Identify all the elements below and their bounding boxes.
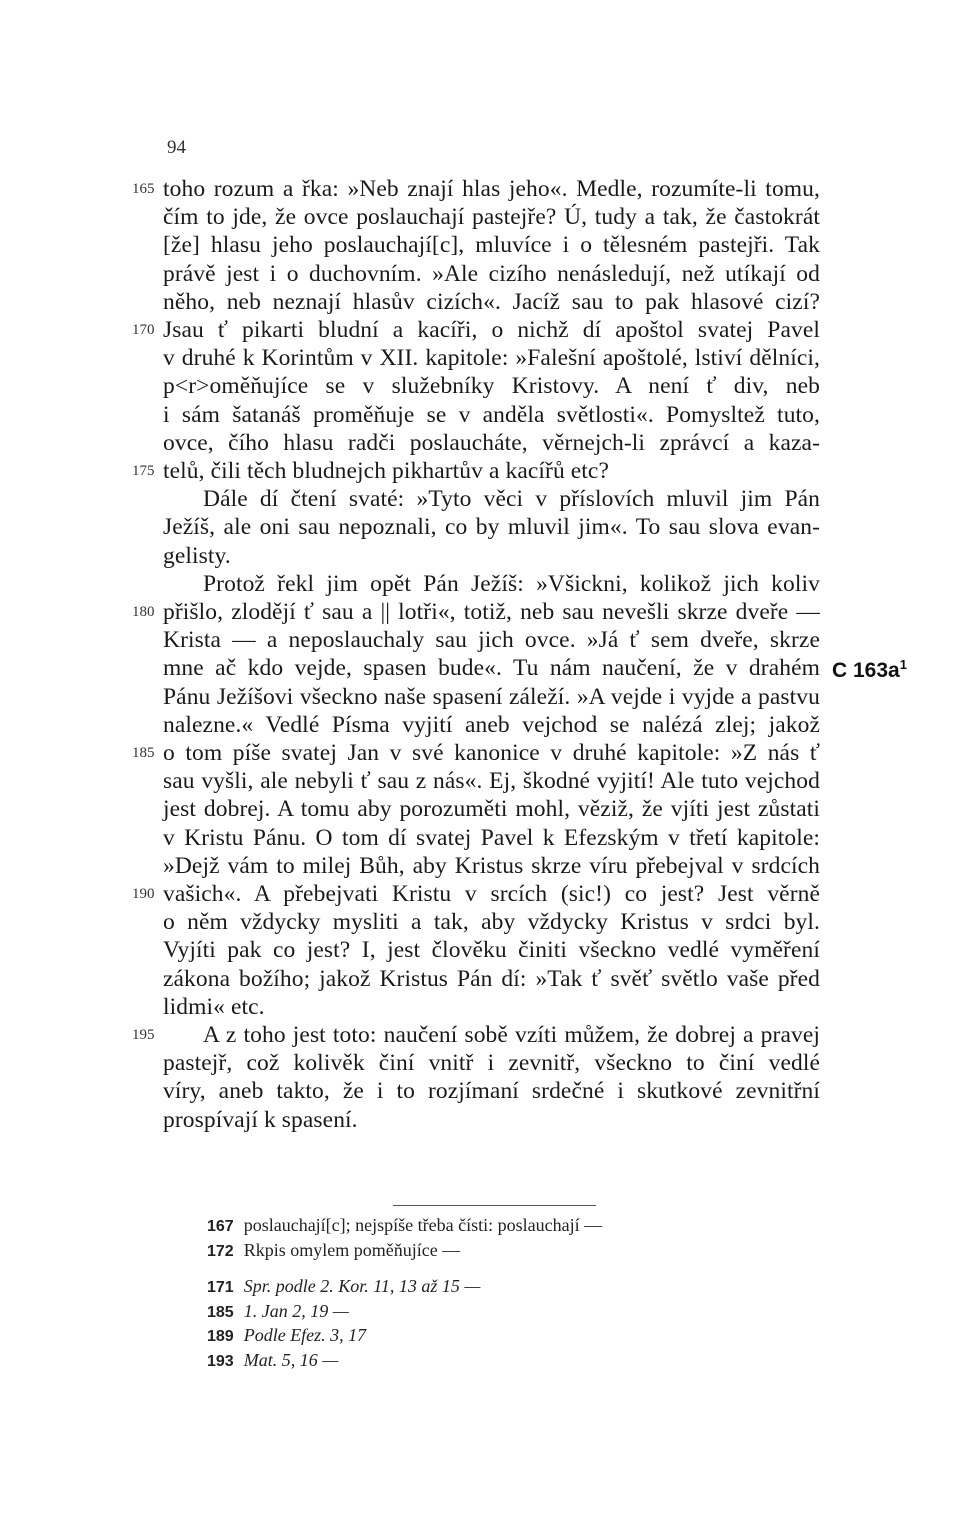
footnote-text: poslauchají[c]; nejspíše třeba čísti: poslauchají — (243, 1215, 603, 1235)
text-line: ovce, čího hlasu radči poslaucháte, věrnejch-li zprávcí a kaza- (163, 429, 820, 456)
text-line: Pánu Ježíšovi všeckno naše spasení záleží. »A vejde i vyjde a pastvu (163, 683, 820, 710)
text-line: něho, neb neznají hlasův cizích«. Jacíž sau to pak hlasové cizí? (163, 288, 820, 315)
footnote-text: Rkpis omylem poměňujíce — (243, 1239, 461, 1260)
text-line: právě jest i o duchovním. »Ale cizího nenásledují, než utíkají od (163, 260, 820, 287)
text-line: A z toho jest toto: naučení sobě vzíti můžem, že dobrej a pravej (203, 1022, 820, 1048)
footnote-line-number: 172 (207, 1242, 234, 1260)
footnote-divider (393, 1205, 596, 1206)
text-line: Ježíš, ale oni sau nepoznali, co by mluvil jim«. To sau slova evan- (163, 514, 820, 541)
text-line: víry, aneb takto, že i to rozjímaní srdečné i skutkové zevnitřní (163, 1078, 820, 1105)
footnote-text: Spr. podle 2. Kor. 11, 13 až 15 — (243, 1276, 481, 1296)
footnote-text: Podle Efez. 3, 17 (243, 1325, 367, 1345)
margin-note-superscript: 1 (899, 657, 907, 672)
text-line: Vyjíti pak co jest? I, jest člověku činiti všeckno vedlé vyměření (163, 937, 820, 964)
footnote-line-number: 189 (207, 1328, 234, 1345)
text-line: pastejř, což kolivěk činí vnitř i zevnitř, všeckno to činí vedlé (163, 1050, 820, 1077)
footnote (207, 1323, 366, 1349)
footnote (207, 1274, 480, 1300)
footnote-line-number: 185 (207, 1303, 234, 1321)
footnote-text: 1. Jan 2, 19 — (243, 1300, 349, 1321)
text-line: toho rozum a řka: »Neb znají hlas jeho«. Medle, rozumíte-li tomu, (163, 176, 820, 202)
text-line: nalezne.« Vedlé Písma vyjití aneb vejchod se nalézá zlej; jakož (163, 711, 820, 738)
text-line: »Dejž vám to milej Bůh, aby Kristus skrze víru přebejval v srdcích (163, 852, 820, 879)
text-line: Jsau ť pikarti bludní a kacíři, o nichž dí apoštol svatej Pavel (163, 317, 820, 343)
footnote (207, 1213, 602, 1239)
text-line: v Kristu Pánu. O tom dí svatej Pavel k Efezským v třetí kapitole: (163, 824, 820, 851)
text-line: v druhé k Korintům v XII. kapitole: »Falešní apoštolé, lstiví dělníci, (163, 345, 820, 372)
text-line: prospívají k spasení. (163, 1106, 358, 1133)
text-line: Protož řekl jim opět Pán Ježíš: »Všickni, kolikož jich koliv (203, 570, 820, 597)
page-number: 94 (167, 137, 186, 158)
footnote (207, 1299, 349, 1325)
text-line: čím to jde, že ovce poslauchají pastejře? Ú, tudy a tak, že častokrát (163, 204, 820, 231)
margin-note-label: C 163a (832, 659, 900, 682)
line-number: 185 (132, 745, 155, 761)
footnote (207, 1238, 460, 1264)
text-line: zákona božího; jakož Kristus Pán dí: »Tak ť svěť světlo vaše před (163, 965, 820, 992)
text-line: o tom píše svatej Jan v své kanonice v druhé kapitole: »Z nás ť (163, 740, 820, 766)
text-line: gelisty. (163, 542, 231, 569)
line-number: 170 (132, 322, 155, 338)
text-line: mne ač kdo vejde, spasen bude«. Tu nám naučení, že v drahém (163, 655, 820, 682)
footnote-line-number: 171 (207, 1279, 234, 1296)
line-number: 175 (132, 463, 155, 479)
text-line: lidmi« etc. (163, 993, 265, 1020)
text-line: [že] hlasu jeho poslauchají[c], mluvíce i o tělesném pastejři. Tak (163, 232, 820, 259)
footnote-line-number: 193 (207, 1352, 234, 1370)
margin-manuscript-reference (832, 651, 907, 685)
line-number: 195 (132, 1027, 155, 1043)
text-line: sau vyšli, ale nebyli ť sau z nás«. Ej, škodné vyjití! Ale tuto vejchod (163, 768, 820, 795)
line-number: 165 (132, 181, 155, 197)
text-line: Dále dí čtení svaté: »Tyto věci v příslovích mluvil jim Pán (203, 486, 820, 513)
text-line: o něm vždycky mysliti a tak, aby vždycky Kristus v srdci byl. (163, 909, 820, 936)
footnote-line-number: 167 (207, 1218, 234, 1235)
line-number: 190 (132, 886, 155, 902)
line-number: 180 (132, 604, 155, 620)
text-line: jest dobrej. A tomu aby porozuměti mohl, věziž, že vjíti jest zůstati (163, 796, 820, 823)
text-line: vašich«. A přebejvati Kristu v srcích (sic!) co jest? Jest věrně (163, 881, 820, 907)
text-line: přišlo, zlodějí ť sau a || lotři«, totiž, neb sau nevešli skrze dveře — (163, 599, 820, 625)
text-line: telů, čili těch bludnejch pikhartův a kacířů etc? (163, 458, 609, 484)
text-line: p<r>oměňujíce se v služebníky Kristovy. A není ť div, neb (163, 373, 820, 400)
text-line: i sám šatanáš proměňuje se v anděla světlosti«. Pomysltež tuto, (163, 401, 820, 428)
text-line: Krista — a neposlauchaly sau jich ovce. »Já ť sem dveře, skrze (163, 627, 820, 654)
footnote (207, 1348, 338, 1374)
footnote-text: Mat. 5, 16 — (243, 1349, 339, 1370)
